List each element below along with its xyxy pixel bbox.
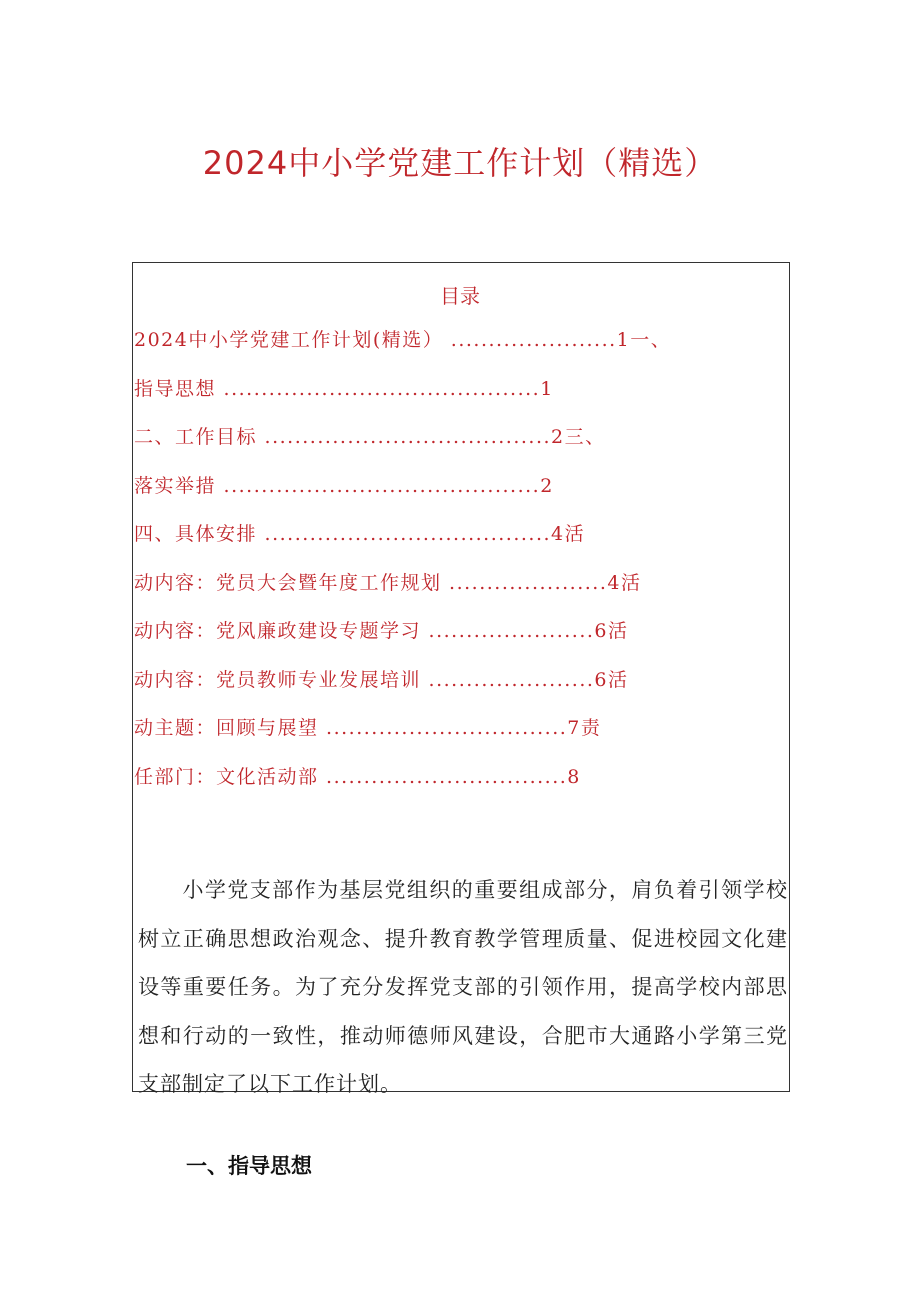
toc-heading: 目录 [440, 284, 480, 308]
intro-paragraph [138, 866, 788, 1109]
toc-entry[interactable]: 2024中小学党建工作计划(精选） ......................1一、 [134, 329, 672, 351]
intro-paragraph-text: 小学党支部作为基层党组织的重要组成部分，肩负着引领学校树立正确思想政治观念、提升教育教学管理质量、促进校园文化建设等重要任务。为了充分发挥党支部的引领作用，提高学校内部思想和行动的一致性，推动师德师风建设，合肥市大通路小学第三党支部制定了以下工作计划。 [138, 878, 788, 1096]
toc-entry[interactable]: 四、具体安排 ......................................4活 [134, 523, 586, 545]
section-heading: 一、指导思想 [186, 1154, 312, 1178]
toc-entry[interactable]: 动内容：党员教师专业发展培训 ......................6活 [134, 668, 629, 691]
toc-entry[interactable]: 落实举措 ..........................................2 [134, 474, 554, 497]
toc-entry[interactable]: 指导思想 ..........................................1 [134, 377, 554, 400]
document-title: 2024中小学党建工作计划（精选） [202, 144, 718, 182]
toc-entry[interactable]: 动内容：党员大会暨年度工作规划 .....................4活 [134, 571, 642, 594]
toc-entry[interactable]: 动内容：党风廉政建设专题学习 ......................6活 [134, 620, 629, 642]
toc-entry[interactable]: 二、工作目标 ......................................2三、 [134, 426, 606, 448]
table-of-contents [134, 322, 794, 807]
toc-entry[interactable]: 任部门：文化活动部 ................................8 [134, 765, 581, 788]
toc-entry[interactable]: 动主题：回顾与展望 ................................7责 [134, 717, 602, 739]
